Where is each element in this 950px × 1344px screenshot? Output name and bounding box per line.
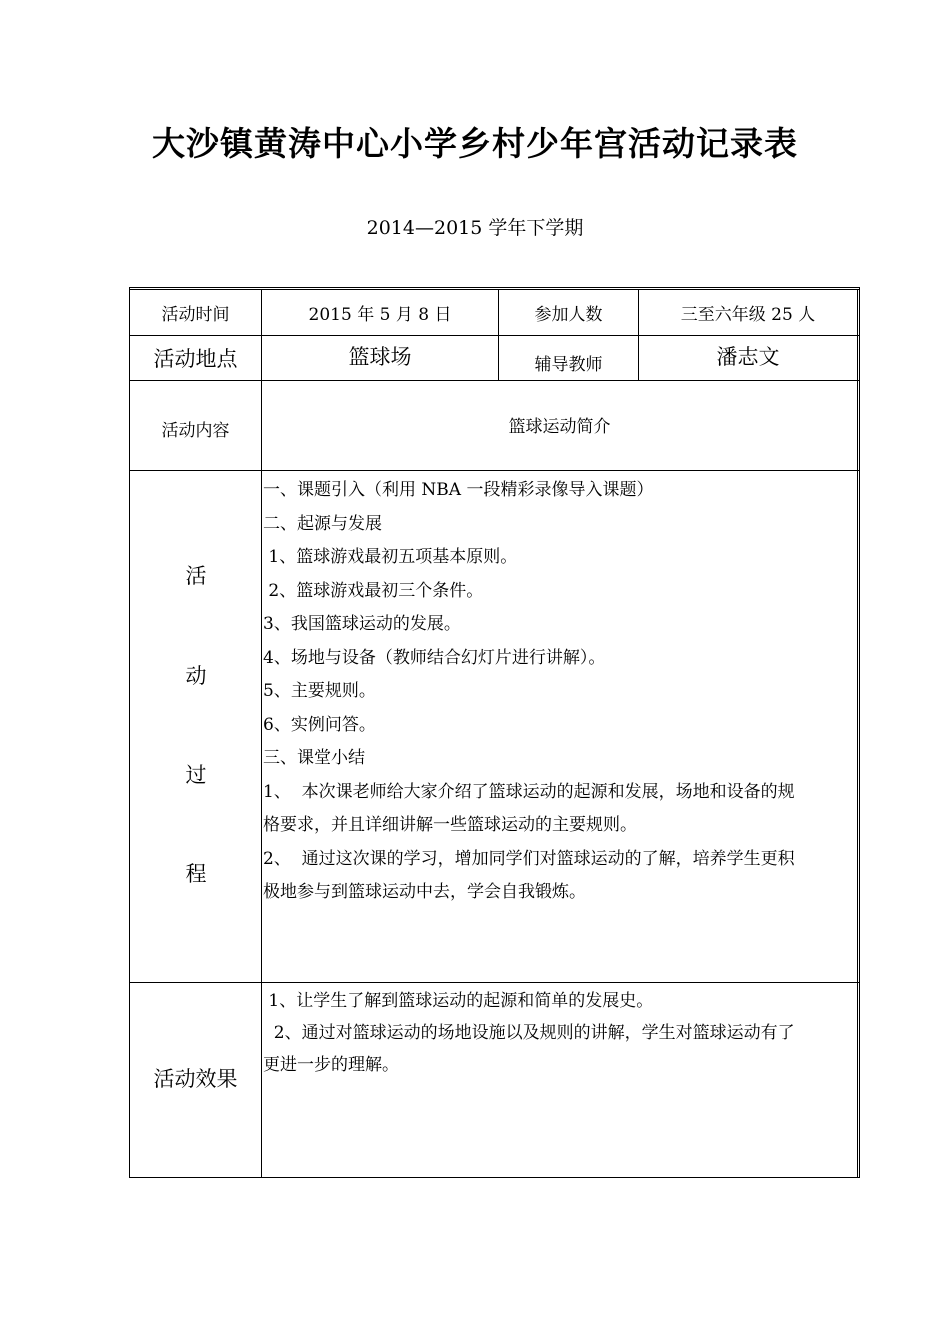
process-line: 2、篮球游戏最初三个条件。 — [263, 580, 484, 601]
count-value: 三至六年级 25 人 — [680, 305, 816, 325]
effect-label: 活动效果 — [153, 1067, 238, 1091]
process-line: 1、篮球游戏最初五项基本原则。 — [263, 547, 518, 567]
process-line: 5、主要规则。 — [263, 681, 376, 701]
row-divider-4 — [129, 982, 860, 983]
process-line: 6、实例问答。 — [263, 714, 376, 735]
content-value: 篮球运动简介 — [508, 416, 611, 437]
table-border-bottom — [129, 1177, 860, 1178]
effect-content — [263, 985, 860, 1081]
process-label-char: 过 — [185, 763, 207, 787]
effect-line: 更进一步的理解。 — [263, 1055, 399, 1075]
effect-line: 2、通过对篮球运动的场地设施以及规则的讲解，学生对篮球运动有了 — [263, 1023, 795, 1043]
effect-line: 1、让学生了解到篮球运动的起源和简单的发展史。 — [263, 991, 654, 1011]
place-value: 篮球场 — [348, 345, 412, 369]
count-label: 参加人数 — [534, 305, 603, 325]
process-line: 4、场地与设备（教师结合幻灯片进行讲解）。 — [263, 647, 606, 668]
document-subtitle: 2014—2015 学年下学期 — [366, 217, 584, 239]
table-border-top — [129, 287, 860, 288]
process-line: 一、课题引入（利用 NBA 一段精彩录像导入课题） — [263, 480, 654, 500]
process-line: 3、我国篮球运动的发展。 — [263, 614, 461, 634]
time-label: 活动时间 — [161, 305, 230, 325]
document-title: 大沙镇黄涛中心小学乡村少年宫活动记录表 — [152, 124, 798, 163]
process-line: 2、 通过这次课的学习，增加同学们对篮球运动的了解，培养学生更积 — [263, 848, 795, 869]
process-line: 格要求，并且详细讲解一些篮球运动的主要规则。 — [263, 815, 637, 835]
process-label-char: 动 — [185, 664, 207, 688]
process-line: 极地参与到篮球运动中去，学会自我锻炼。 — [263, 882, 586, 902]
process-line: 1、 本次课老师给大家介绍了篮球运动的起源和发展，场地和设备的规 — [263, 781, 795, 802]
teacher-value: 潘志文 — [716, 345, 780, 369]
process-line: 三、课堂小结 — [263, 748, 365, 768]
teacher-label: 辅导教师 — [534, 354, 603, 375]
time-value: 2015 年 5 月 8 日 — [308, 305, 452, 325]
process-label-char: 程 — [185, 862, 207, 886]
place-label: 活动地点 — [153, 347, 238, 371]
process-content — [263, 474, 860, 910]
process-line: 二、起源与发展 — [263, 513, 382, 534]
content-label: 活动内容 — [161, 421, 230, 441]
process-label-char: 活 — [185, 564, 207, 588]
